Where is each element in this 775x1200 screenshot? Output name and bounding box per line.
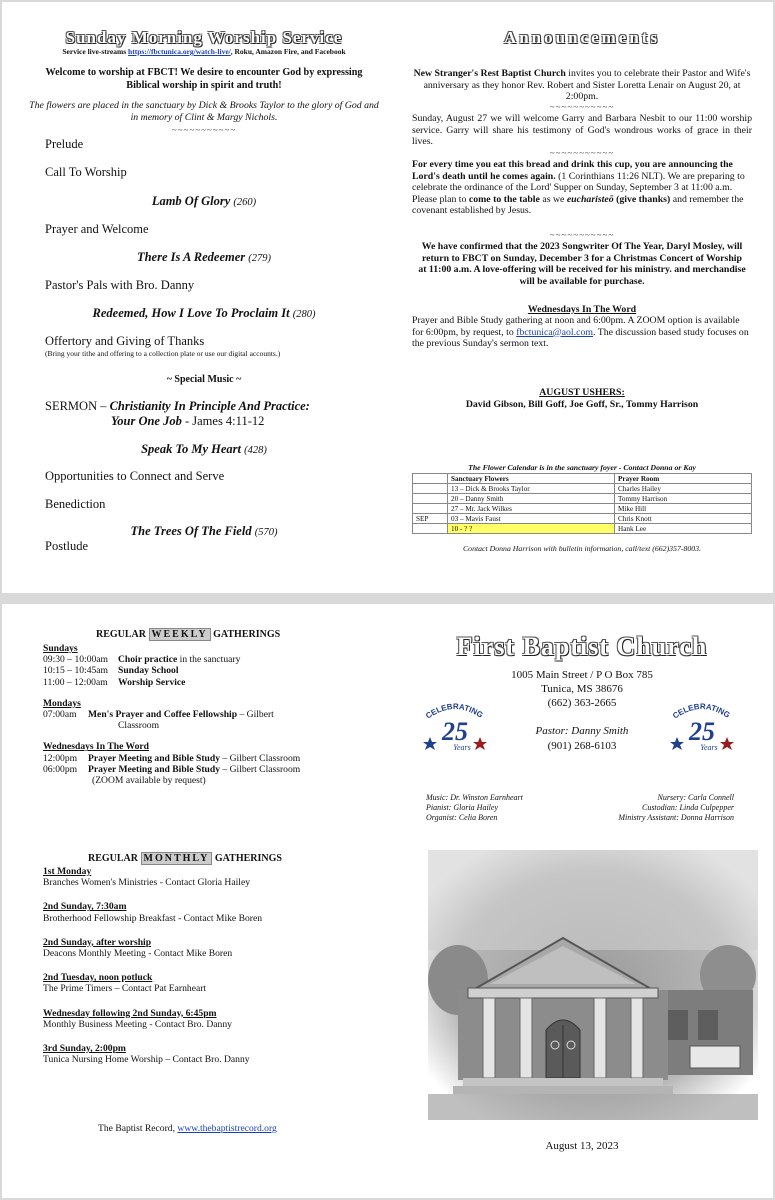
offertory-note: (Bring your tithe and offering to a collection plate or use our digital accounts.) xyxy=(45,349,281,358)
list-item: 09:30 – 10:00am Choir practice in the sanctuary xyxy=(43,654,241,666)
monthly-title: REGULAR MONTHLY GATHERINGS xyxy=(88,853,282,864)
table-row xyxy=(413,524,752,534)
order-opportunities: Opportunities to Connect and Serve xyxy=(45,469,225,483)
church-name: First Baptist Church xyxy=(456,632,708,661)
list-item: 12:00pm Prayer Meeting and Bible Study – Gilbert Classroom xyxy=(43,752,301,764)
list-item: 2nd Sunday, after worship Deacons Monthly Meeting - Contact Mike Boren xyxy=(43,936,233,960)
table-row xyxy=(413,494,752,504)
celebrating-25-years-logo xyxy=(420,697,490,755)
bulletin-page-inside xyxy=(2,2,773,593)
list-item: 11:00 – 12:00am Worship Service xyxy=(43,676,186,688)
bulletin-date: August 13, 2023 xyxy=(545,1140,619,1152)
table-header xyxy=(413,474,448,484)
table-cell-highlighted: 10 - ? ? xyxy=(448,524,615,534)
order-call-to-worship: Call To Worship xyxy=(45,165,127,179)
announcement-nesbit: Sunday, August 27 we will welcome Garry and Barbara Nesbit to our 11:00 worship service. Garry will share his testimony of God's wondrous works of grace in their lives. xyxy=(412,113,752,147)
svg-text:25: 25 xyxy=(442,717,468,746)
pastor-info: Pastor: Danny Smith (901) 268-6103 xyxy=(535,725,629,752)
separator: ~~~~~~~~~~~ xyxy=(171,125,237,135)
flowers-note: The flowers are placed in the sanctuary by Dick & Brooks Taylor to the glory of God and in memory of Clint & Margy Nichols. xyxy=(29,100,379,123)
table-cell xyxy=(413,504,448,514)
table-header: Prayer Room xyxy=(615,474,752,484)
table-row xyxy=(413,514,752,524)
table-cell: Chris Knott xyxy=(615,514,752,524)
separator: ~~~~~~~~~~~ xyxy=(549,102,615,112)
table-cell: Tommy Harrison xyxy=(615,494,752,504)
weekly-mondays-head: Mondays xyxy=(43,697,81,709)
announcement-lords-supper: For every time you eat this bread and drink this cup, you are announcing the Lord's death until he comes again. (1 Corinthians 11:26 NLT). We are preparing to celebrate the ordinance of the Lord' Supper on Sunday, September 3 at 11:00 a.m. Please plan to come to the table as we eucharisteō (give thanks) and remember the covenant established by Jesus. xyxy=(412,159,745,216)
weekly-wednesdays-head: Wednesdays In The Word xyxy=(43,741,150,753)
svg-text:Years: Years xyxy=(700,743,718,752)
table-row xyxy=(413,504,752,514)
baptist-record-line: The Baptist Record, www.thebaptistrecord.org xyxy=(98,1123,277,1134)
table-cell xyxy=(413,494,448,504)
table-cell: 20 – Danny Smith xyxy=(448,494,615,504)
announcement-daryl-mosley: We have confirmed that the 2023 Songwriter Of The Year, Daryl Mosley, will return to FBCT on Sunday, December 3 for a Christmas Concert of Worship at 11:00 a.m. A love-offering will be received for his ministry. and merchandise will be available for purchase. xyxy=(418,241,746,287)
hymn-speak-to-my-heart: Speak To My Heart (428) xyxy=(141,442,267,456)
flower-calendar-table xyxy=(412,473,752,534)
list-item: 2nd Tuesday, noon potluck The Prime Timers – Contact Pat Earnheart xyxy=(43,972,207,995)
list-item: 06:00pm Prayer Meeting and Bible Study – Gilbert Classroom xyxy=(43,763,301,775)
welcome-text: Welcome to worship at FBCT! We desire to encounter God by expressing Biblical worship in spirit and truth! xyxy=(45,67,363,91)
list-item: Classroom xyxy=(118,720,160,732)
order-postlude: Postlude xyxy=(45,539,89,553)
announcement-anniversary: New Stranger's Rest Baptist Church invites you to celebrate their Pastor and Wife's anniversary as they honor Rev. Robert and Sister Loretta Lenair on August 20, at 2:00pm. xyxy=(413,68,751,102)
hymn-redeemed: Redeemed, How I Love To Proclaim It (280) xyxy=(92,306,316,320)
table-header-row xyxy=(413,474,752,484)
table-cell: 03 – Mavis Faust xyxy=(448,514,615,524)
ushers-heading: AUGUST USHERS: xyxy=(539,387,625,398)
table-cell xyxy=(413,484,448,494)
hymn-trees-of-the-field: The Trees Of The Field (570) xyxy=(130,524,278,538)
svg-text:CELEBRATING: CELEBRATING xyxy=(671,701,732,721)
hymn-there-is-a-redeemer: There Is A Redeemer (279) xyxy=(136,250,272,264)
wednesdays-heading: Wednesdays In The Word xyxy=(527,304,637,315)
wednesdays-text: Prayer and Bible Study gathering at noon and 6:00pm. A ZOOM option is available for 6:00pm, by request, to fbctunica@aol.com. The discussion based study focuses on the previous Sunday's sermon text. xyxy=(412,315,749,349)
table-cell: SEP xyxy=(413,514,448,524)
table-row xyxy=(413,484,752,494)
livestream-line: Service live-streams https://fbctunica.org/watch-live/, Roku, Amazon Fire, and Facebook xyxy=(62,47,346,56)
monthly-list xyxy=(43,866,383,1078)
svg-text:25: 25 xyxy=(689,717,715,746)
contact-line: Contact Donna Harrison with bulletin information, call/text (662)357-8003. xyxy=(462,544,701,553)
table-cell: Mike Hill xyxy=(615,504,752,514)
celebrating-25-years-logo xyxy=(667,697,737,755)
order-pastors-pals: Pastor's Pals with Bro. Danny xyxy=(45,278,195,292)
weekly-list xyxy=(43,643,383,786)
list-item: 1st Monday Branches Women's Ministries - Contact Gloria Hailey xyxy=(43,866,251,889)
baptist-record-link[interactable]: www.thebaptistrecord.org xyxy=(177,1123,277,1134)
special-music: ~ Special Music ~ xyxy=(166,374,242,385)
staff-list-left: Music: Dr. Winston Earnheart Pianist: Gloria Hailey Organist: Celia Boren xyxy=(426,793,523,822)
church-building-photo xyxy=(428,850,758,1120)
announcements-title: Announcements xyxy=(503,28,661,47)
svg-text:Years: Years xyxy=(453,743,471,752)
staff-list-right: Nursery: Carla Connell Custodian: Linda Culpepper Ministry Assistant: Donna Harrison xyxy=(618,793,734,822)
svg-text:CELEBRATING: CELEBRATING xyxy=(424,701,485,721)
hymn-lamb-of-glory: Lamb Of Glory (260) xyxy=(151,194,257,208)
weekly-title: REGULAR WEEKLY GATHERINGS xyxy=(96,629,281,640)
sermon: SERMON – Christianity In Principle And Practice: Your One Job - James 4:11-12 xyxy=(45,399,310,428)
table-cell xyxy=(413,524,448,534)
list-item: 2nd Sunday, 7:30am Brotherhood Fellowship Breakfast - Contact Mike Boren xyxy=(43,901,263,924)
order-benediction: Benediction xyxy=(45,497,106,511)
table-header: Sanctuary Flowers xyxy=(448,474,615,484)
bulletin-page-cover xyxy=(2,604,773,1198)
order-prayer-welcome: Prayer and Welcome xyxy=(45,222,149,236)
list-item: 07:00am Men's Prayer and Coffee Fellowship – Gilbert xyxy=(43,709,274,721)
church-address: 1005 Main Street / P O Box 785 Tunica, MS 38676 (662) 363-2665 xyxy=(511,669,653,709)
table-cell: 27 – Mr. Jack Wilkes xyxy=(448,504,615,514)
list-item: 10:15 – 10:45am Sunday School xyxy=(43,665,179,677)
separator: ~~~~~~~~~~~ xyxy=(549,148,615,158)
email-link[interactable]: fbctunica@aol.com xyxy=(516,326,593,338)
worship-title: Sunday Morning Worship Service xyxy=(65,28,343,47)
livestream-link[interactable]: https://fbctunica.org/watch-live/ xyxy=(128,47,231,56)
order-prelude: Prelude xyxy=(45,137,84,151)
table-cell: Charles Hailey xyxy=(615,484,752,494)
list-item: Wednesday following 2nd Sunday, 6:45pm Monthly Business Meeting - Contact Bro. Danny xyxy=(43,1007,232,1030)
table-cell: 13 – Dick & Brooks Taylor xyxy=(448,484,615,494)
table-cell: Hank Lee xyxy=(615,524,752,534)
flower-calendar-note: The Flower Calendar is in the sanctuary foyer - Contact Donna or Kay xyxy=(468,463,696,472)
list-item: (ZOOM available by request) xyxy=(92,775,206,787)
ushers-list: David Gibson, Bill Goff, Joe Goff, Sr., Tommy Harrison xyxy=(465,399,699,410)
separator: ~~~~~~~~~~~ xyxy=(549,230,615,240)
order-offertory: Offertory and Giving of Thanks xyxy=(45,334,205,348)
list-item: 3rd Sunday, 2:00pm Tunica Nursing Home Worship – Contact Bro. Danny xyxy=(43,1043,250,1066)
weekly-sundays-head: Sundays xyxy=(43,643,78,654)
